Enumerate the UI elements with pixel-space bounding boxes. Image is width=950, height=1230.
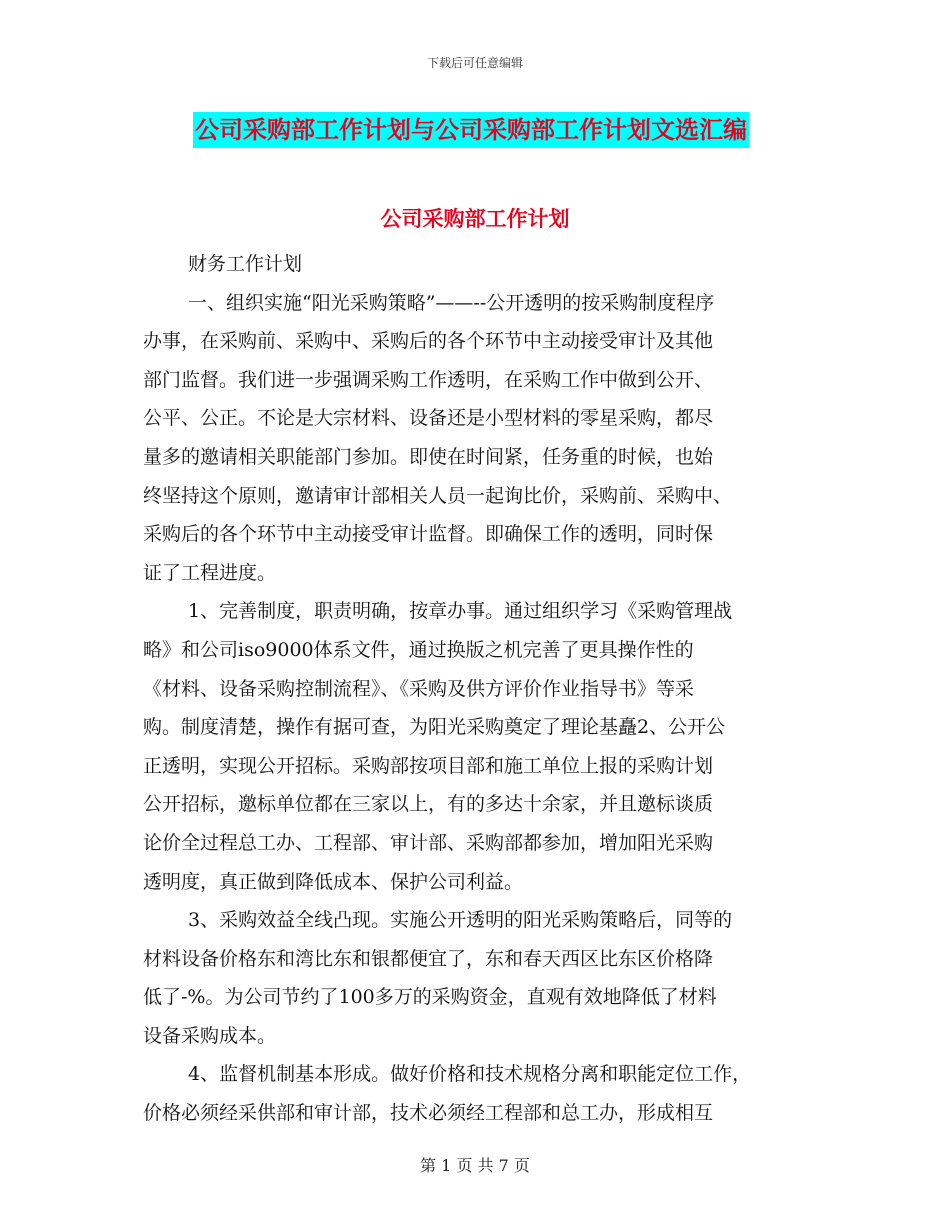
paragraph-line: 公开招标，邀标单位都在三家以上，有的多达十余家，并且邀标谈质 (143, 793, 714, 816)
paragraph-line: 量多的邀请相关职能部门参加。即使在时间紧，任务重的时候，也始 (143, 445, 714, 468)
document-title: 公司采购部工作计划与公司采购部工作计划文选汇编 (193, 112, 749, 148)
page-footer: 第 1 页 共 7 页 (420, 1156, 530, 1175)
paragraph-line: 略》和公司iso9000体系文件，通过换版之机完善了更具操作性的 (143, 638, 694, 661)
paragraph-line: 论价全过程总工办、工程部、审计部、采购部都参加，增加阳光采购 (143, 831, 714, 854)
header-note: 下载后可任意编辑 (426, 56, 523, 70)
paragraph-line: 购。制度清楚，操作有据可查，为阳光采购奠定了理论基矗2、公开公 (143, 716, 726, 739)
paragraph-line: 终坚持这个原则，邀请审计部相关人员一起询比价，采购前、采购中、 (143, 484, 733, 507)
paragraph-line: 采购后的各个环节中主动接受审计监督。即确保工作的透明，同时保 (143, 523, 714, 546)
paragraph-line: 公平、公正。不论是大宗材料、设备还是小型材料的零星采购，都尽 (143, 407, 714, 430)
paragraph-line: 《材料、设备采购控制流程》、《采购及供方评价作业指导书》等采 (143, 677, 695, 700)
body-text (143, 245, 823, 1133)
paragraph-line: 证了工程进度。 (143, 561, 277, 584)
paragraph-line: 部门监督。我们进一步强调采购工作透明，在采购工作中做到公开、 (143, 368, 714, 391)
paragraph-line: 价格必须经采供部和审计部，技术必须经工程部和总工办，形成相互 (143, 1102, 714, 1125)
paragraph-line: 正透明，实现公开招标。采购部按项目部和施工单位上报的采购计划 (143, 754, 714, 777)
section-title: 公司采购部工作计划 (380, 207, 570, 231)
paragraph-line: 4、监督机制基本形成。做好价格和技术规格分离和职能定位工作， (188, 1063, 752, 1086)
paragraph-line: 低了-%。为公司节约了100多万的采购资金，直观有效地降低了材料 (143, 986, 717, 1009)
paragraph-line: 办事，在采购前、采购中、采购后的各个环节中主动接受审计及其他 (143, 330, 714, 353)
paragraph-line: 3、采购效益全线凸现。实施公开透明的阳光采购策略后，同等的 (188, 909, 733, 932)
paragraph-line: 1、完善制度，职责明确，按章办事。通过组织学习《采购管理战 (188, 600, 733, 623)
paragraph-line: 透明度，真正做到降低成本、保护公司利益。 (143, 870, 524, 893)
paragraph-line: 一、组织实施“阳光采购策略”——--公开透明的按采购制度程序 (188, 291, 715, 314)
paragraph-line: 设备采购成本。 (143, 1024, 277, 1047)
paragraph-line: 财务工作计划 (188, 253, 303, 275)
paragraph-line: 材料设备价格东和湾比东和银都便宜了，东和春天西区比东区价格降 (143, 947, 714, 970)
